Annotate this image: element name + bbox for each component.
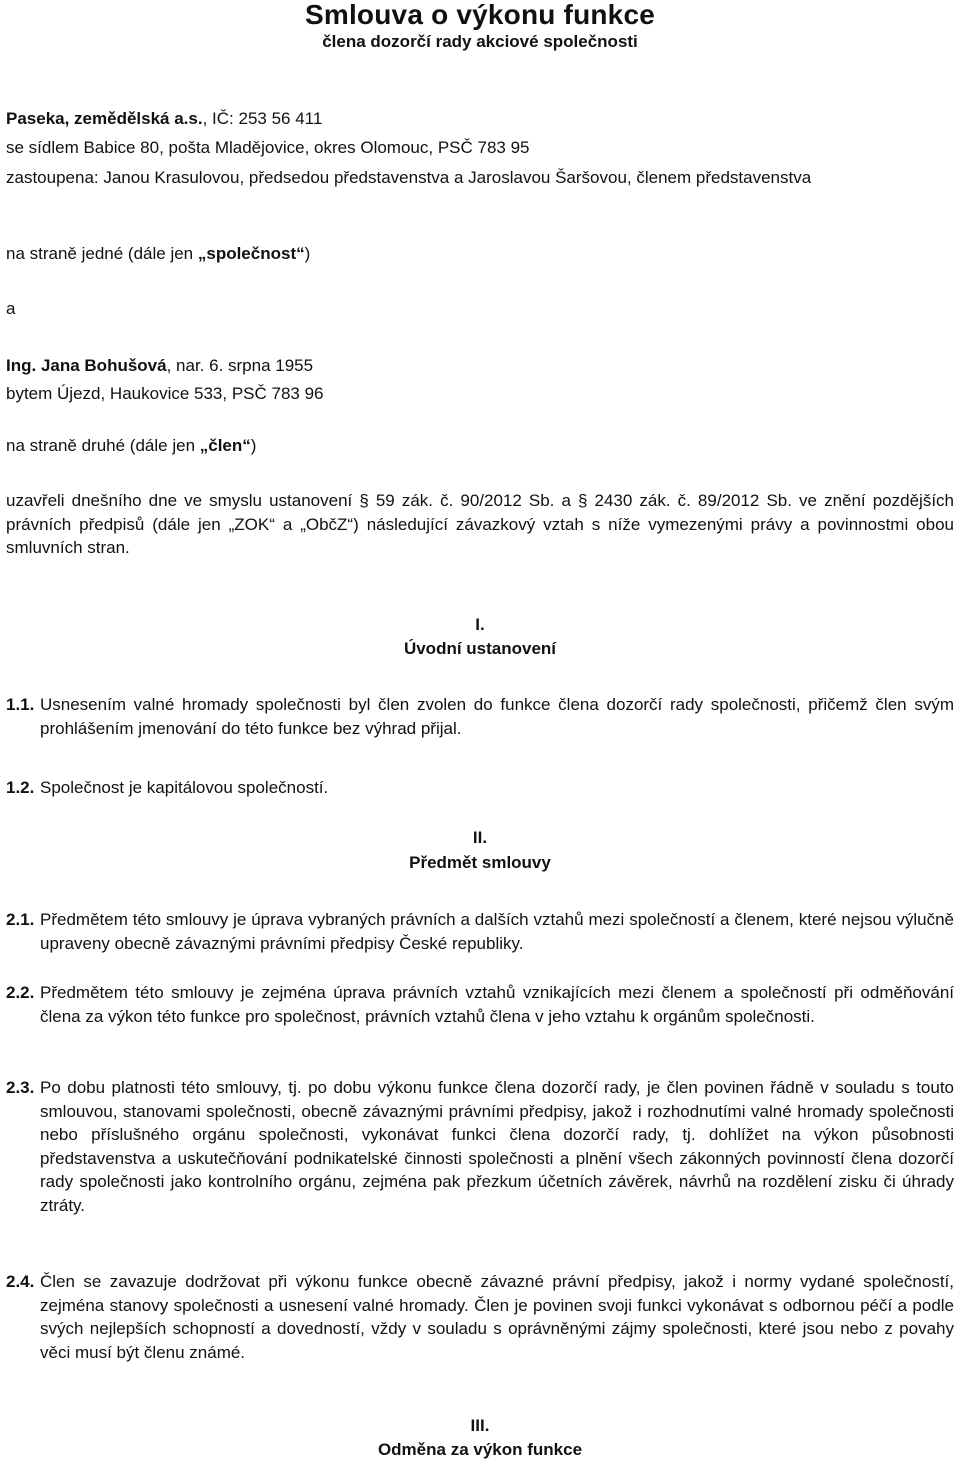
- party2-side: [6, 435, 256, 457]
- clause-number: 2.1.: [6, 910, 35, 929]
- clause-text: Po dobu platnosti této smlouvy, tj. po dobu výkonu funkce člena dozorčí rady, je člen povinen řádně v souladu s touto smlouvou, stanovami společnosti, obecně závaznými právními předpisy, jakož i rozhodnutími valné hromady společnosti nebo příslušného orgánu společnosti, vykonávat funkci člena dozorčí rady, tj. dohlížet na výkon působnosti představenstva a uskutečňování podnikatelské činnosti společnosti a plnění všech zákonných povinností člena dozorčí rady společnosti jako kontrolního orgánu, zejména pak přezkum účetních závěrek, návrhů na rozdělení zisku či úhrady ztráty.: [40, 1078, 954, 1215]
- clause-text: Společnost je kapitálovou společností.: [40, 778, 329, 797]
- party1-name: Paseka, zemědělská a.s.: [6, 109, 203, 128]
- party2-side-term: „člen“: [199, 436, 251, 455]
- party2-side-prefix: na straně druhé (dále jen: [6, 436, 200, 455]
- party2-side-suffix: ): [250, 436, 257, 455]
- clause-number: 2.4.: [6, 1272, 35, 1291]
- clause-text: Předmětem této smlouvy je úprava vybraných právních a dalších vztahů mezi společností a členem, které nejsou výlučně upraveny obecně závaznými právními předpisy České republiky.: [40, 910, 954, 953]
- clause-1-2: [6, 776, 954, 800]
- party1-side-prefix: na straně jedné (dále jen: [6, 244, 198, 263]
- party1-heading: [6, 108, 322, 130]
- section-3-number: III.: [470, 1416, 490, 1435]
- section-2-number: II.: [472, 828, 488, 847]
- section-1-number: I.: [475, 615, 485, 634]
- party1-side-suffix: ): [304, 244, 311, 263]
- party1-ico: , IČ: 253 56 411: [202, 109, 323, 128]
- party1-address: se sídlem Babice 80, pošta Mladějovice, okres Olomouc, PSČ 783 95: [6, 138, 530, 157]
- clause-text: Člen se zavazuje dodržovat při výkonu funkce obecně závazné právní předpisy, jakož i normy vydané společností, zejména stanovy společnosti a usnesení valné hromady. Člen je povinen svoji funkci vykonávat s odbornou péčí a podle svých nejlepších schopností a dovedností, vždy v souladu s oprávněnými zájmy společnosti, které jsou nebo z povahy věci musí být členu známé.: [40, 1272, 954, 1362]
- clause-2-4: [6, 1270, 954, 1364]
- document-subtitle: člena dozorčí rady akciové společnosti: [322, 32, 638, 51]
- clause-1-1: [6, 693, 954, 740]
- clause-text: Předmětem této smlouvy je zejména úprava právních vztahů vznikajících mezi členem a společností při odměňování člena za výkon této funkce pro společnost, právních vztahů člena v jeho vztahu k orgánům společnosti.: [40, 983, 954, 1026]
- conjunction: a: [6, 299, 16, 318]
- party2-address: bytem Újezd, Haukovice 533, PSČ 783 96: [6, 384, 324, 403]
- clause-text: Usnesením valné hromady společnosti byl člen zvolen do funkce člena dozorčí rady společnosti, přičemž člen svým prohlášením jmenování do této funkce bez výhrad přijal.: [40, 695, 954, 738]
- section-2-title: Předmět smlouvy: [409, 853, 551, 872]
- preamble: uzavřeli dnešního dne ve smyslu ustanovení § 59 zák. č. 90/2012 Sb. a § 2430 zák. č. 89/2012 Sb. ve znění pozdějších právních předpisů (dále jen „ZOK“ a „ObčZ“) následující závazkový vztah s níže vymezenými právy a povinnostmi obou smluvních stran.: [6, 491, 954, 557]
- section-1-title: Úvodní ustanovení: [403, 639, 557, 658]
- clause-2-3: [6, 1076, 954, 1217]
- clause-number: 1.1.: [6, 695, 35, 714]
- party2-name: Ing. Jana Bohušová: [6, 356, 167, 375]
- clause-number: 2.2.: [6, 983, 35, 1002]
- party2-heading: [6, 355, 313, 377]
- clause-number: 2.3.: [6, 1078, 35, 1097]
- party1-representation: zastoupena: Janou Krasulovou, předsedou představenstva a Jaroslavou Šaršovou, členem představenstva: [6, 168, 812, 187]
- party1-side: [6, 243, 310, 265]
- clause-number: 1.2.: [6, 778, 35, 797]
- party2-birth: , nar. 6. srpna 1955: [166, 356, 314, 375]
- party1-side-term: „společnost“: [197, 244, 305, 263]
- section-3-title: Odměna za výkon funkce: [377, 1440, 583, 1459]
- clause-2-1: [6, 908, 954, 955]
- clause-2-2: [6, 981, 954, 1028]
- document-title: Smlouva o výkonu funkce: [304, 0, 656, 30]
